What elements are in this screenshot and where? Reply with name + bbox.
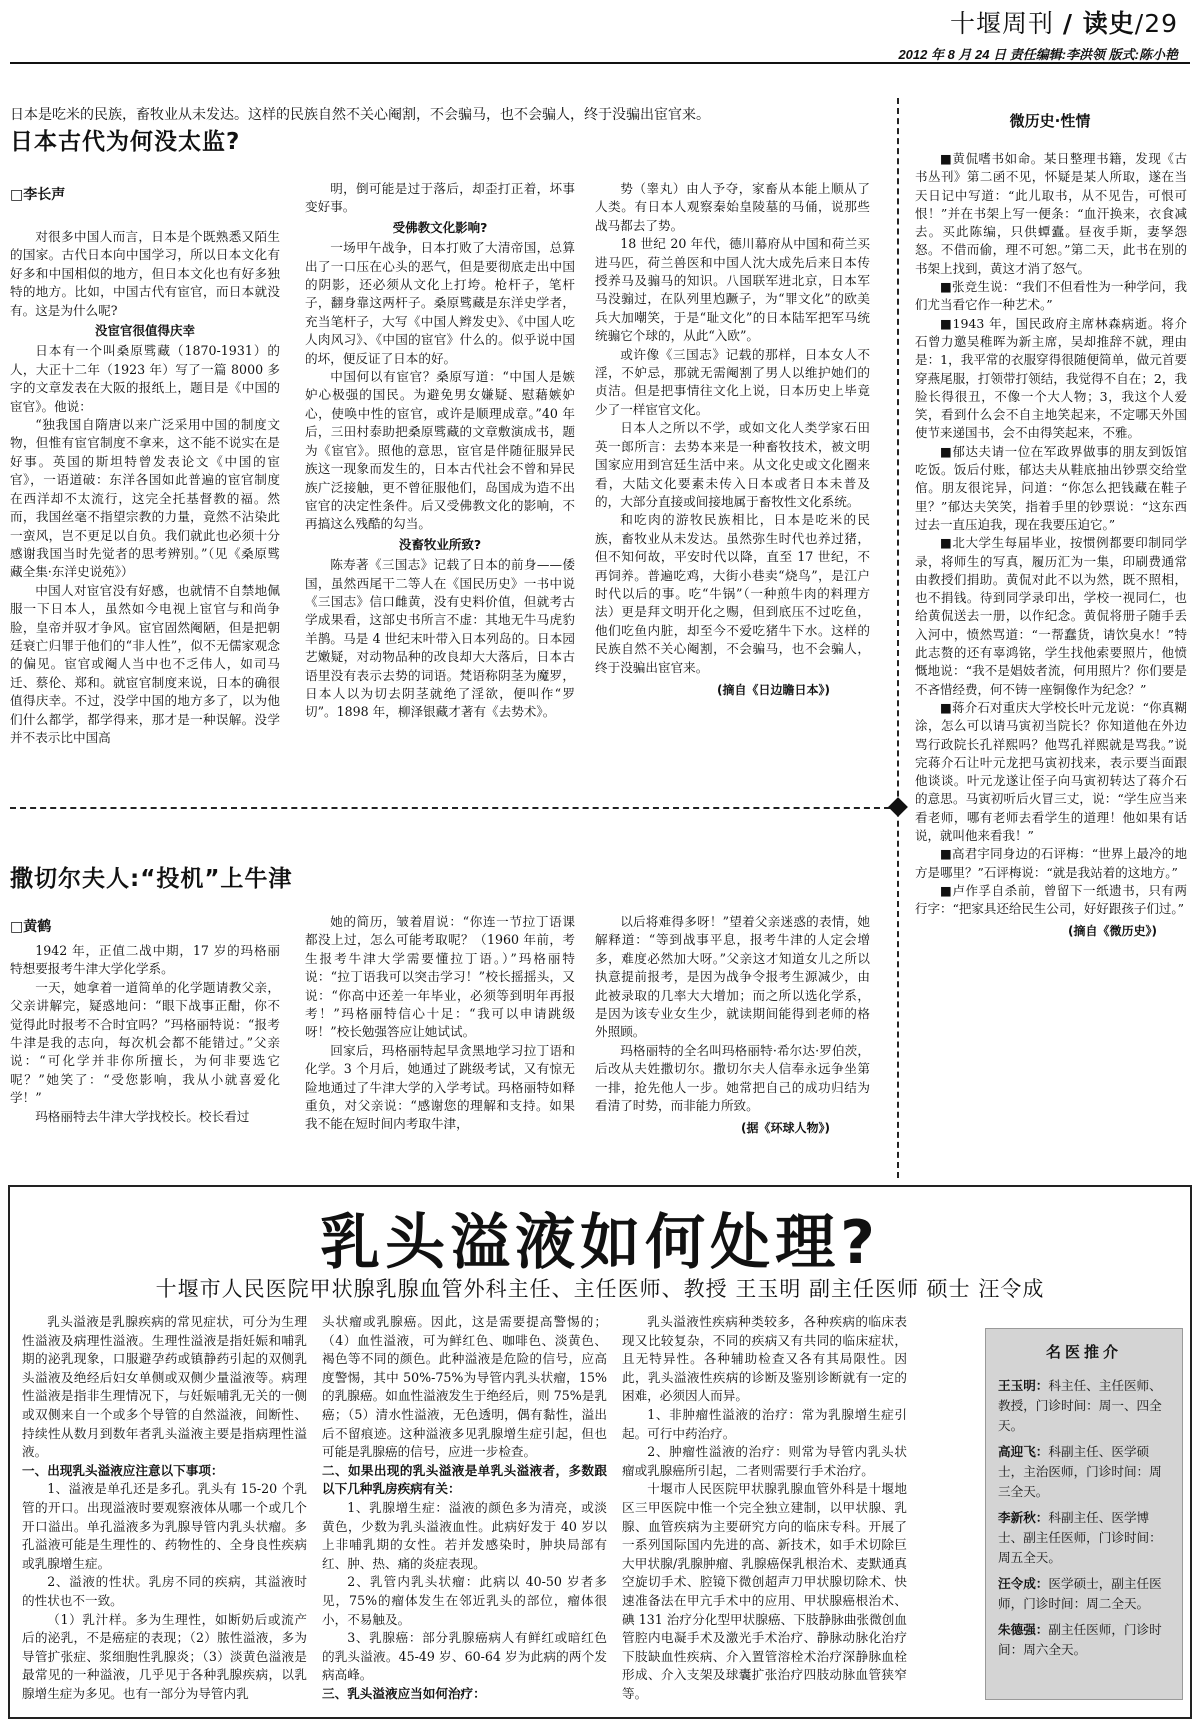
doctor-item [998,1508,1170,1568]
article2-title: 撒切尔夫人:“投机”上牛津 [10,866,293,892]
paragraph: 1、乳腺增生症：溢液的颜色多为清亮，或淡黄色，少数为乳头溢液血性。此病好发于 40 岁以上非哺乳期的女性。若并发感染时，肿块局部有红、肿、热、痛的炎症表现。 [322,1499,607,1571]
column-divider [897,98,899,1178]
article1-column-3 [595,180,870,699]
paragraph: 以后将难得多呀！”望着父亲迷惑的表情，她解释道：“等到战事平息，报考牛津的人定会增多，难度必然加大呀。”父亲这才知道女儿之所以执意提前报考，是因为战争令报考生源减少，由此被录取的几率大大增加；而之所以选化学系，是因为该专业女生少，就读期间能得到老师的格外照顾。 [595,914,870,1040]
sidebar-items [915,150,1187,918]
sidebar-source: (摘自《微历史》) [1068,924,1157,939]
doctor-list [986,1362,1182,1660]
paragraph: 2、溢液的性状。乳房不同的疾病，其溢液时的性状也不一致。 [22,1574,307,1608]
article2-byline: □黄鹤 [10,919,52,935]
advertorial-subtitle: 十堰市人民医院甲状腺乳腺血管外科主任、主任医师、教授 王玉明 副主任医师 硕士 汪令成 [155,1277,1045,1301]
paragraph: “独我国自隋唐以来广泛采用中国的制度文物，但惟有宦官制度不拿来，这不能不说实在是好事。英国的斯坦特曾发表论文《中国的宦官》，一语道破：东洋各国如此普遍的宦官制度在西洋却不太流行，这完全托基督教的福。然而，我国丝毫不指望宗教的力量，竟然不沾染此一蛮风，岂不更足以自负。我们就此也必须十分感谢我国当时先觉者的思考辨别。”（见《桑原骘藏全集·东洋史说苑》） [10,417,280,580]
doctor-item [998,1442,1170,1502]
section-name: 读史 [1082,9,1135,38]
sidebar-title: 微历史·性情 [1009,112,1091,130]
doctor-name: 李新秋： [998,1510,1049,1525]
paragraph: 18 世纪 20 年代，德川幕府从中国和荷兰买进马匹，荷兰兽医和中国人沈大成先后来日本传授养马及骟马的知识。八国联军进北京，日本军马没骟过，在队列里尥蹶子，为“罪文化”的欧美兵大加嘲笑，于是“耻文化”的日本陆军把军马统统骟它个球的，从此“入欧”。 [595,236,870,344]
paragraph: 1、溢液是单孔还是多孔。乳头有 15-20 个乳管的开口。出现溢液时要观察液体从哪一个或几个开口溢出。单孔溢液多为乳腺导管内乳头状瘤。多孔溢液可能是生理性的、药物性的、全身良性疾病或乳腺增生症。 [22,1481,307,1571]
subheading: 三、乳头溢液应当如何治疗： [322,1685,486,1701]
issue-meta: 2012 年 8 月 24 日 责任编辑:李洪领 版式:陈小艳 [898,47,1178,62]
paragraph: 1、非肿瘤性溢液的治疗：常为乳腺增生症引起。可行中药治疗。 [622,1406,907,1441]
source-credit: (摘自《日边瞻日本》) [717,682,830,697]
article1-byline: □李长声 [10,187,66,203]
paragraph: 一场甲午战争，日本打败了大清帝国，总算出了一口压在心头的恶气，但是要彻底走出中国的阴影，还必须从文化上打垮。枪杆子，笔杆子，翻身靠这两杆子。桑原骘藏是东洋史学者，充当笔杆子，大写《中国人辫发史》、《中国人吃人肉风习》、《中国的宦官》什么的。似乎说中国的坏，便反证了日本的好。 [305,240,575,366]
article2-column-3 [595,913,870,1138]
divider-diamond [888,797,908,817]
page-header [898,4,1178,63]
sidebar-item: ■蒋介石对重庆大学校长叶元龙说：“你真糊涂，怎么可以请马寅初当院长？你知道他在外边骂行政院长孔祥熙吗？他骂孔祥熙就是骂我。”说完蒋介石让叶元龙把马寅初找来，表示要当面跟他谈谈。叶元龙遂让侄子向马寅初转达了蒋介石的意思。马寅初听后火冒三丈，说：“学生应当来看老师，哪有老师去看学生的道理！他如果有话说，就叫他来看我！” [915,699,1187,843]
paragraph: 乳头溢液性疾病种类较多，各种疾病的临床表现又比较复杂，不同的疾病又有共同的临床症状，且无特异性。各种辅助检查又各有其局限性。因此，乳头溢液性疾病的诊断及鉴别诊断就有一定的困难，必须因人而异。 [622,1314,907,1404]
ad-column-1 [22,1313,307,1703]
article2-column-2 [305,913,575,1134]
paragraph: 中国何以有宦官？桑原写道：“中国人是嫉妒心极强的国民。为避免男女嫌疑、慰藉嫉妒心，使唤中性的宦官，或许是顺理成章。”40 年后，三田村泰助把桑原骘藏的文章敷演成书，题为《宦官》。照他的意思，宦官是伴随征服异民族这一现象而发生的，日本古代社会不曾和异民族广泛接触，更不曾征服他们，岛国成为造不出宦官的决定性条件。后又受佛教文化的影响，不再搞这么残酷的勾当。 [305,369,575,532]
paragraph: 中国人对宦官没有好感，也就情不自禁地佩服一下日本人，虽然如今电视上宦官与和尚争脸，皇帝并驭才争风。宦官固然阉陋，但是把朝廷衰亡归罪于他们的“非人性”，似不无儒家观念的偏见。宦官或阉人当中也不乏伟人，如司马迁、蔡伦、郑和。就宦官制度来说，日本的确很值得庆幸。不过，没学中国的地方多了，以为他们什么都学，都学得来，那才是一种误解。没学并不表示比中国高 [10,582,280,745]
article1-column-1 [10,228,280,747]
paragraph: 日本人之所以不学，或如文化人类学家石田英一郎所言：去势本来是一种畜牧技术，被文明国家应用到宫廷生活中来。从文化史或文化圈来看，大陆文化要素未传入日本或者日本未普及的，大部分直接或间接地属于畜牧性文化系统。 [595,420,870,509]
masthead: 十堰周刊 / 读史/29 [949,9,1178,38]
paper-name: 十堰周刊 [949,9,1054,38]
ad-column-2 [322,1313,607,1703]
ad-column-3 [622,1313,907,1703]
sidebar-item: ■北大学生每届毕业，按惯例都要印制同学录，将师生的写真，履历汇为一集，印刷费通常由教授们捐助。黄侃对此不以为然，既不照相，也不捐钱。待到同学录印出，学校一视同仁，也给黄侃送去一册，以作纪念。黄侃将册子随手丢入河中，愤然骂道：“一帮蠢货，请饮臭水！”特此志赘的还有辜鸿铭，学生找他索要照片，他愤慨地说：“我不是娼妓者流，何用照片？你们要是不吝惜经费，何不铸一座铜像作为纪念？” [915,535,1187,697]
paragraph: 日本有一个叫桑原骘藏（1870-1931）的人，大正十二年（1923 年）写了一篇 8000 多字的文章发表在大阪的报纸上，题目是《中国的宦官》。他说： [10,343,280,414]
paragraph: 势（睾丸）由人予夺，家畜从本能上顺从了人类。有日本人观察秦始皇陵墓的马俑，说那些战马都去了势。 [595,181,870,233]
subheading: 受佛教文化影响? [392,219,488,235]
section-divider [10,807,890,809]
source-credit: (据《环球人物》) [741,1121,830,1136]
subheading: 一、出现乳头溢液应注意以下事项： [22,1462,224,1478]
doctor-name: 朱德强： [998,1622,1049,1637]
sidebar-item: ■郁达夫请一位在军政界做事的朋友到饭馆吃饭。饭后付账，郁达夫从鞋底抽出钞票交给堂倌。朋友很诧异，问道：“你怎么把钱藏在鞋子里？”郁达夫笑笑，指着手里的钞票说：“这东西过去一直压迫我，现在我要压迫它。” [915,443,1187,532]
doctor-desc: 医学硕士，副主任医师，门诊时间：周二全天。 [998,1576,1162,1611]
paragraph: 1942 年，正值二战中期，17 岁的玛格丽特想要报考牛津大学化学系。 [10,943,280,977]
subheading: 没宦官很值得庆幸 [94,323,195,339]
paragraph: 十堰市人民医院甲状腺乳腺血管外科是十堰地区三甲医院中惟一个完全独立建制，以甲状腺、乳腺、血管疾病为主要研究方向的临床专科。开展了一系列国际国内先进的高、新技术，如手术切除巨大甲状腺/乳腺肿瘤、乳腺癌保乳根治术、麦默通真空旋切手术、腔镜下微创超声刀甲状腺切除术、快速准备法在甲亢手术中的应用、甲状腺癌根治术、碘 131 治疗分化型甲状腺癌、下肢静脉曲张微创血管腔内电凝手术及激光手术治疗、静脉动脉化治疗下肢缺血性疾病、介入置管溶栓术治疗深静脉血栓形成、介入支架及球囊扩张治疗四肢动脉血管狭窄等。 [622,1481,907,1701]
paragraph: 玛格丽特的全名叫玛格丽特·希尔达·罗伯茨，后改从夫姓撒切尔。撒切尔夫人信奉永远争坐第一排，抢先他人一步。她常把自己的成功归结为看清了时势，而非能力所致。 [595,1042,870,1114]
paragraph: 或许像《三国志》记载的那样，日本女人不淫，不妒忌，那就无需阉割了男人以维护她们的贞洁。但是把事情往文化上说，日本历史上毕竟少了一样宦官文化。 [595,346,870,417]
subheading: 二、如果出现的乳头溢液是单乳头溢液者，多数跟以下几种乳房疾病有关： [322,1462,607,1497]
sidebar-item: ■1943 年，国民政府主席林森病逝。将介石曾力邀吴稚晖为新主席，吴却推辞不就，理由是：1，我平常的衣服穿得很随便简单，做元首要穿燕尾服，打领带打领结，我觉得不自在；2，我脸长得很丑，不像一个大人物；3，我这个人爱笑，看到什么会不自主地笑起来，不定哪天外国使节来递国书，会不由得笑起来，不雅。 [915,315,1187,441]
doctor-name: 王玉明： [998,1378,1049,1393]
doctor-desc: 科副主任、医学硕士，主治医师，门诊时间：周三全天。 [998,1444,1162,1499]
paragraph: 2、肿瘤性溢液的治疗：则常为导管内乳头状瘤或乳腺癌所引起，二者则需要行手术治疗。 [622,1444,907,1478]
paragraph: 回家后，玛格丽特起早贪黑地学习拉丁语和化学。3 个月后，她通过了跳级考试，又有惊无险地通过了牛津大学的入学考试。玛格丽特如释重负，对父亲说：“感谢您的理解和支持。如果我不能在短时间内考取牛津， [305,1042,575,1132]
doctor-desc: 副主任医师，门诊时间：周六全天。 [998,1622,1162,1657]
paragraph: 她的简历，皱着眉说：“你连一节拉丁语课都没上过，怎么可能考取呢？（1960 年前，考生报考牛津大学需要懂拉丁语。）”玛格丽特说：“拉丁语我可以突击学习！”校长摇摇头，又说：“你高中还差一年毕业，必须等到明年再报考！”玛格丽特信心十足：“我可以申请跳级呀！”校长勉强答应让她试试。 [305,914,575,1040]
paragraph: 乳头溢液是乳腺疾病的常见症状，可分为生理性溢液及病理性溢液。生理性溢液是指妊娠和哺乳期的泌乳现象，口服避孕药或镇静药引起的双侧乳头溢液及绝经后妇女单侧或双侧少量溢液等。病理性溢液是指非生理情况下，与妊娠哺乳无关的一侧或双侧来自一个或多个导管的自然溢液，间断性、持续性从数月到数年者乳头溢液主要是指病理性溢液。 [22,1314,307,1460]
article1-title: 日本古代为何没太监? [10,129,241,155]
paragraph: （1）乳汁样。多为生理性，如断奶后或流产后的泌乳，不是癌症的表现；（2）脓性溢液，多为导管扩张症、浆细胞性乳腺炎；（3）淡黄色溢液是最常见的一种溢液，几乎见于各种乳腺疾病，以乳腺增生症为多见。也有一部分为导管内乳 [22,1611,307,1701]
advertorial-title: 乳头溢液如何处理? [320,1208,880,1278]
paragraph: 和吃肉的游牧民族相比，日本是吃米的民族，畜牧业从未发达。虽然弥生时代也养过猪，但不知何故，平安时代以降，直至 17 世纪，不再饲养。普遍吃鸡，大街小巷卖“烧鸟”，是江户时代以后的事。吃“牛锅”（一种煎牛肉的料理方法）更是拜文明开化之赐，但到底压不过吃鱼，他们吃鱼内脏，却至今不爱吃猪牛下水。这样的民族自然不关心阉割，不会骗马，也不会骗人，终于没骗出宦官来。 [595,512,870,675]
paragraph: 2、乳管内乳头状瘤：此病以 40-50 岁者多见，75%的瘤体发生在邻近乳头的部位，瘤体很小，不易触及。 [322,1574,607,1627]
paragraph: 对很多中国人而言，日本是个既熟悉又陌生的国家。古代日本向中国学习，所以日本文化有好多和中国相似的地方，但日本文化也有好多独特的地方。比如，中国古代有宦官，而日本就没有。这是为什么呢? [10,229,280,318]
subheading: 没畜牧业所致? [398,536,482,552]
doctor-item [998,1376,1170,1436]
paragraph: 玛格丽特去牛津大学找校长。校长看过 [35,1108,250,1124]
sidebar-item: ■张竞生说：“我们不但看性为一种学问，我们尤当看它作一种艺术。” [915,279,1187,313]
doctor-desc: 科副主任、医学博士、副主任医师，门诊时间：周五全天。 [998,1510,1162,1565]
page-number: /29 [1134,9,1178,38]
paragraph: 头状瘤或乳腺癌。因此，这是需要提高警惕的；（4）血性溢液，可为鲜红色、咖啡色、淡黄色、褐色等不同的颜色。此种溢液是危险的信号，应高度警惕，其中 50%-75%为导管内乳头状瘤，15%的乳腺癌。如血性溢液发生于绝经后，则 75%是乳癌；（5）清水性溢液，无色透明，偶有黏性，溢出后不留痕迹。这种溢液多见乳腺增生症引起，但也可能是乳腺癌的信号，应进一步检查。 [322,1314,607,1460]
article2-column-1 [10,942,280,1126]
paragraph: 一天，她拿着一道简单的化学题请教父亲，父亲讲解完，疑惑地问：“眼下战事正酣，你不觉得此时报考不合时宜吗？”玛格丽特说：“报考牛津是我的志向，每次机会都不能错过。”父亲说：“可化学并非你所擅长，为何非要选它呢？”她笑了：“受您影响，我从小就喜爱化学！” [10,979,280,1106]
doctor-name: 汪令成： [998,1576,1049,1591]
doctor-desc: 科主任、主任医师、教授，门诊时间：周一、四全天。 [998,1378,1162,1433]
header-rule [10,62,1190,64]
article1-kicker: 日本是吃米的民族，畜牧业从未发达。这样的民族自然不关心阉割，不会骗马，也不会骗人，终于没骗出宦官来。 [10,107,710,123]
doctor-box [985,1328,1183,1700]
paragraph: 明，倒可能是过于落后，却歪打正着，坏事变好事。 [305,181,575,215]
article1-column-2 [305,180,575,722]
doctor-name: 高迎飞： [998,1444,1049,1459]
doctor-item [998,1620,1170,1660]
sidebar-item: ■高君宇同身边的石评梅：“世界上最冷的地方是哪里？”石评梅说：“就是我站着的这地方。” [915,846,1187,880]
doctor-item [998,1574,1170,1614]
sidebar-body [915,150,1187,941]
doctor-box-title: 名医推介 [1045,1343,1122,1361]
paragraph: 3、乳腺癌：部分乳腺癌病人有鲜红或暗红色的乳头溢液。45-49 岁、60-64 岁为此病的两个发病高峰。 [322,1630,607,1683]
paragraph: 陈寿著《三国志》记载了日本的前身——倭国，虽然西尾干二等人在《国民历史》一书中说《三国志》信口雌黄，没有史料价值，但就考古学成果看，这部史书所言不虚：其地无牛马虎豹羊鹊。马是 4 世纪末叶带入日本列岛的。日本园艺嫩疑，对动物品种的改良却大大落后，日本古语里没有表示去势的词语。梵语称阴茎为魔罗，日本人以为切去阴茎就绝了淫欲，便叫作“罗切”。1898 年，柳泽银藏才著有《去势术》。 [305,557,575,720]
sidebar-item: ■黄侃嗜书如命。某日整理书籍，发现《古书丛刊》第二函不见，怀疑是某人所取，遂在当天日记中写道：“此儿取书，从不见告，可恨可恨！”并在书架上写一便条：“血汗换来，衣食减去。买此陈编，只供蟫蠹。昼夜手斯，妻孥怨怒。不借而偷，理不可恕。”第二天，此书在别的书架上找到，黄这才消了怒气。 [915,151,1187,276]
sidebar-item: ■卢作孚自杀前，曾留下一纸遗书，只有两行字：“把家具还给民生公司，好好跟孩子们过。” [915,882,1187,917]
